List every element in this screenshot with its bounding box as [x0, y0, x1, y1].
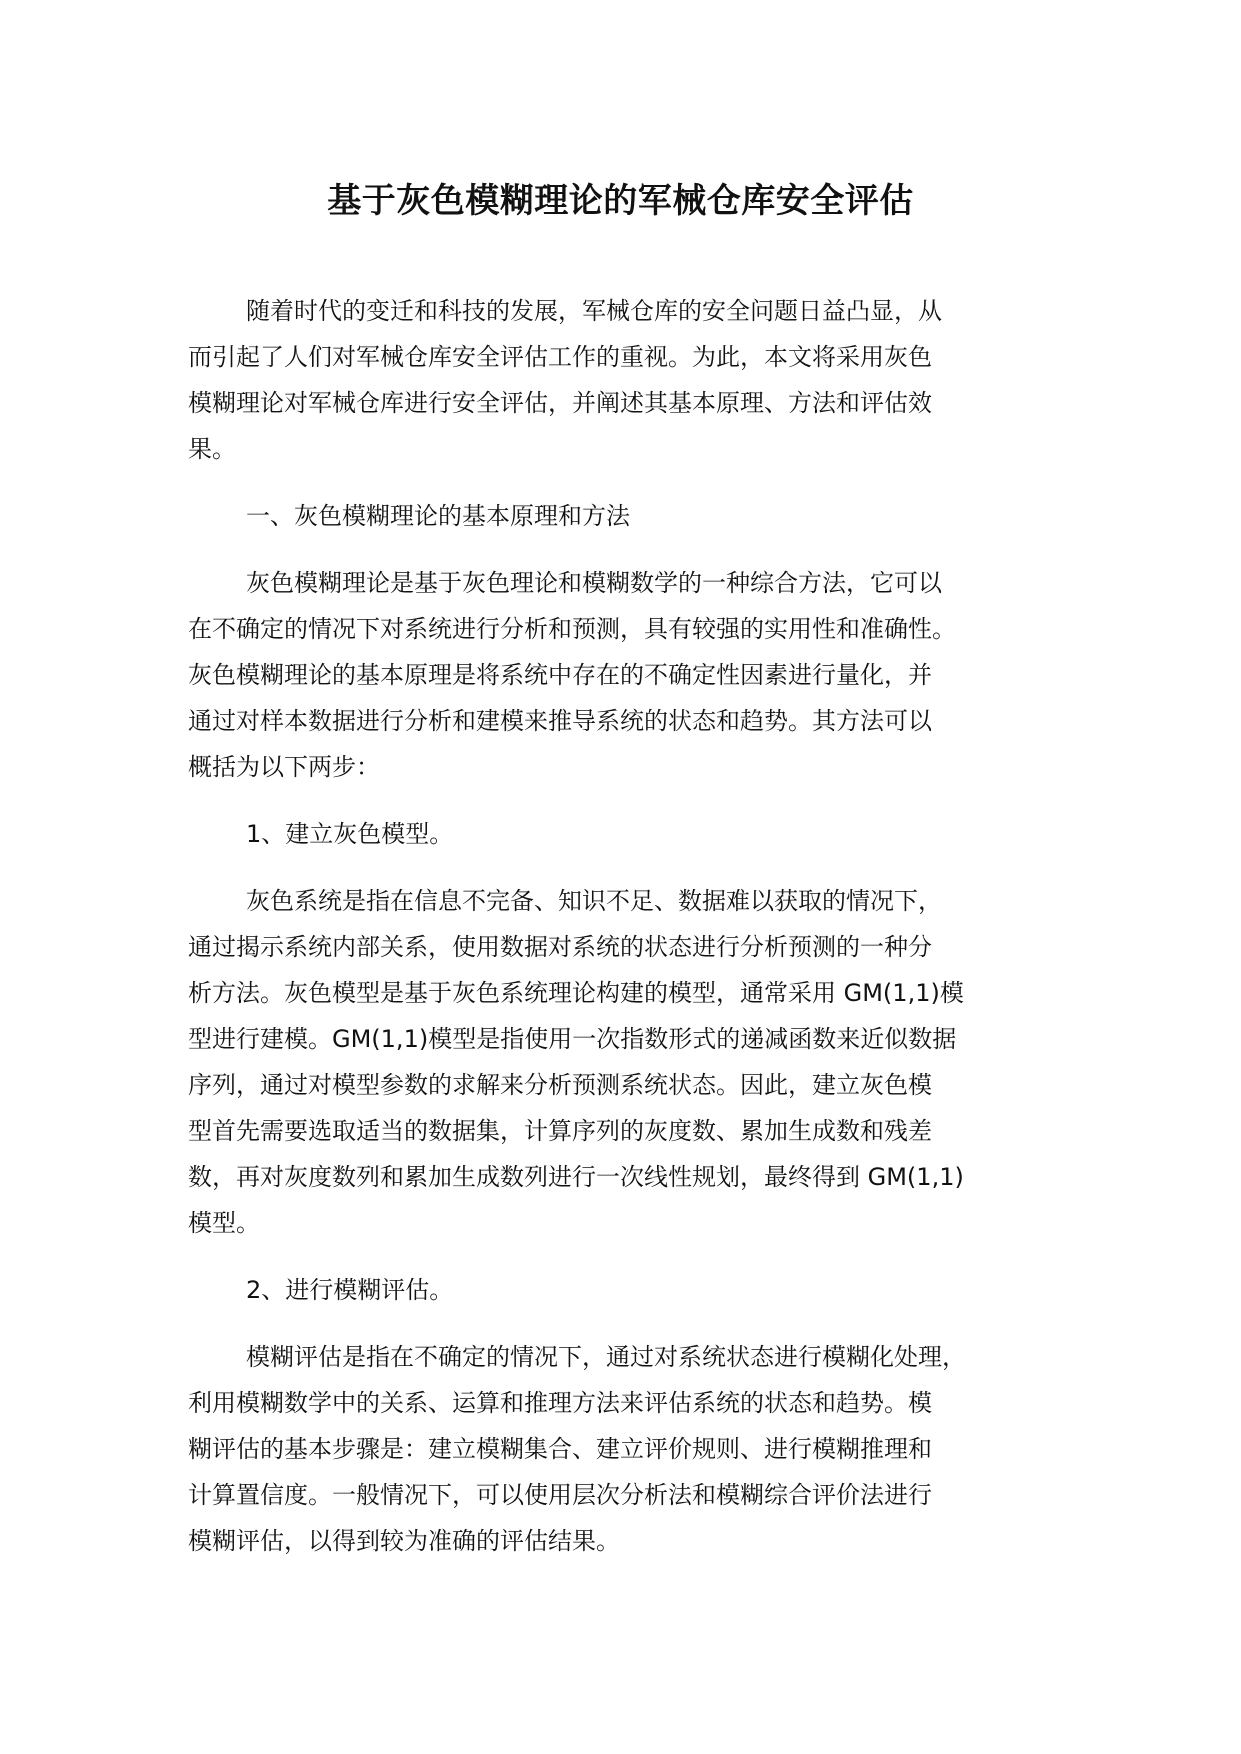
paragraph-line: 糊评估的基本步骤是：建立模糊集合、建立评价规则、进行模糊推理和: [188, 1435, 932, 1463]
paragraph-line: 模型。: [188, 1209, 260, 1237]
section-heading-text: 一、灰色模糊理论的基本原理和方法: [246, 502, 630, 530]
paragraph-line: 灰色模糊理论的基本原理是将系统中存在的不确定性因素进行量化，并: [188, 661, 932, 689]
paragraph-line: 型进行建模。GM(1,1)模型是指使用一次指数形式的递减函数来近似数据: [188, 1025, 957, 1053]
paragraph-grey-model: [188, 878, 1074, 1246]
paragraph-line: 而引起了人们对军械仓库安全评估工作的重视。为此，本文将采用灰色: [188, 343, 932, 371]
document-title: 基于灰色模糊理论的军械仓库安全评估: [327, 181, 914, 221]
paragraph-line: 模糊理论对军械仓库进行安全评估，并阐述其基本原理、方法和评估效: [188, 389, 932, 417]
paragraph-line: 析方法。灰色模型是基于灰色系统理论构建的模型，通常采用 GM(1,1)模: [188, 979, 964, 1007]
step-heading-2: [188, 1267, 1074, 1313]
paragraph-line: 灰色模糊理论是基于灰色理论和模糊数学的一种综合方法，它可以: [246, 569, 942, 597]
paragraph-intro: [188, 288, 1074, 472]
paragraph-fuzzy-eval: [188, 1334, 1074, 1564]
step-heading-text: 2、进行模糊评估。: [246, 1276, 454, 1304]
paragraph-line: 模糊评估是指在不确定的情况下，通过对系统状态进行模糊化处理，: [246, 1343, 966, 1371]
paragraph-line: 在不确定的情况下对系统进行分析和预测，具有较强的实用性和准确性。: [188, 615, 956, 643]
paragraph-line: 随着时代的变迁和科技的发展，军械仓库的安全问题日益凸显，从: [246, 297, 942, 325]
paragraph-line: 型首先需要选取适当的数据集，计算序列的灰度数、累加生成数和残差: [188, 1117, 932, 1145]
paragraph-line: 通过对样本数据进行分析和建模来推导系统的状态和趋势。其方法可以: [188, 707, 932, 735]
step-heading-1: [188, 811, 1074, 857]
paragraph-line: 计算置信度。一般情况下，可以使用层次分析法和模糊综合评价法进行: [188, 1481, 932, 1509]
document-body: [188, 288, 1074, 1585]
paragraph-line: 通过揭示系统内部关系，使用数据对系统的状态进行分析预测的一种分: [188, 933, 932, 961]
paragraph-line: 模糊评估，以得到较为准确的评估结果。: [188, 1527, 620, 1555]
section-heading: [188, 493, 1074, 539]
paragraph-line: 序列，通过对模型参数的求解来分析预测系统状态。因此，建立灰色模: [188, 1071, 932, 1099]
paragraph-line: 数，再对灰度数列和累加生成数列进行一次线性规划，最终得到 GM(1,1): [188, 1163, 964, 1191]
paragraph-line: 利用模糊数学中的关系、运算和推理方法来评估系统的状态和趋势。模: [188, 1389, 932, 1417]
paragraph-principle: [188, 560, 1074, 790]
step-heading-text: 1、建立灰色模型。: [246, 820, 454, 848]
paragraph-line: 果。: [188, 435, 236, 463]
paragraph-line: 概括为以下两步：: [188, 753, 380, 781]
paragraph-line: 灰色系统是指在信息不完备、知识不足、数据难以获取的情况下，: [246, 887, 942, 915]
